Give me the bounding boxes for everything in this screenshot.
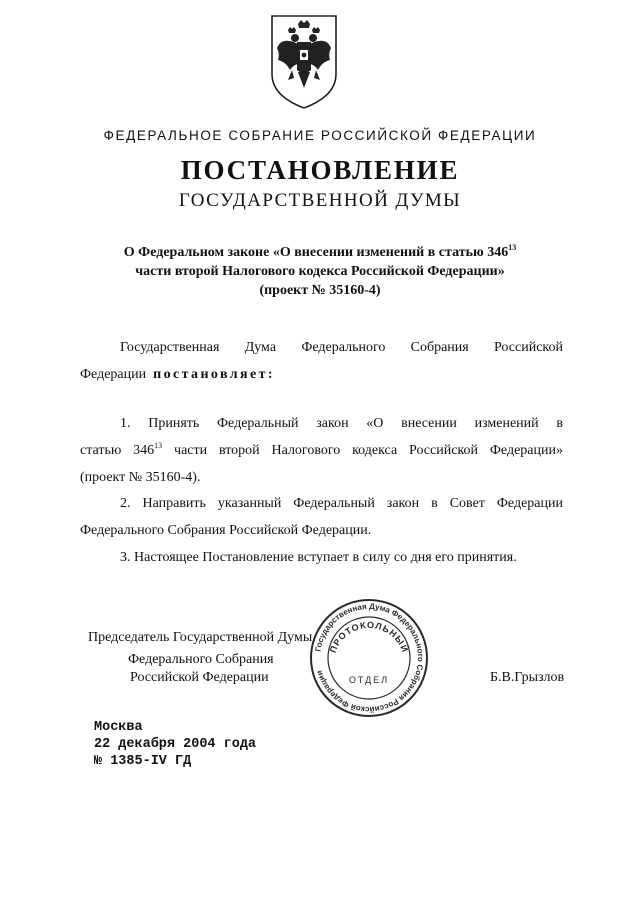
coat-of-arms-emblem-icon [268,14,340,110]
item-1-article: статью 346 [80,443,155,458]
official-stamp-seal [308,597,430,719]
preamble-resolves: постановляет: [153,367,275,382]
subject-superscript: 13 [508,243,517,252]
subject-line-1 [70,243,570,262]
item-1 [80,414,563,487]
footer-number: № 1385-IV ГД [94,754,192,769]
item-1-line-1: 1. Принять Федеральный закон «О внесении изменений в [120,416,563,431]
footer-date: 22 декабря 2004 года [94,737,257,752]
stamp-outer-text: Государственная Дума Федерального Собрания Российской Федерации [313,601,426,715]
document-subtitle: ГОСУДАРСТВЕННОЙ ДУМЫ [178,190,462,211]
signature-line-2: Федерального Собрания [128,652,274,667]
footer-city: Москва [94,720,143,735]
preamble-line-2 [80,365,563,384]
subject-line-3: (проект № 35160-4) [259,283,381,298]
item-2 [80,494,563,540]
preamble-line-1: Государственная Дума Федерального Собрания Российской [120,340,563,355]
signature-line-3: Российской Федерации [130,670,269,685]
item-2-line-2: Федерального Собрания Российской Федерации. [80,523,372,538]
document-title: ПОСТАНОВЛЕНИЕ [180,155,460,185]
preamble [80,338,563,384]
signature-line-1: Председатель Государственной Думы [88,630,313,645]
item-1-line-3: (проект № 35160-4). [80,470,201,485]
item-3 [80,548,563,567]
organization-name: ФЕДЕРАЛЬНОЕ СОБРАНИЕ РОССИЙСКОЙ ФЕДЕРАЦИИ [103,128,537,143]
preamble-federation: Федерации [80,367,147,382]
document-subject [70,243,570,300]
signatory-name: Б.В.Грызлов [490,670,565,685]
item-1-rest: части второй Налогового кодекса Российской Федерации» [162,443,563,458]
item-1-superscript: 13 [154,441,163,450]
subject-line-1-text: О Федеральном законе «О внесении изменений в статью 346 [123,245,509,260]
item-3-line: 3. Настоящее Постановление вступает в силу со дня его принятия. [120,550,517,565]
item-1-line-2 [80,441,563,460]
subject-line-2: части второй Налогового кодекса Российской Федерации» [135,264,505,279]
stamp-inner-top: ПРОТОКОЛЬНЫЙ [327,619,411,655]
stamp-inner-bottom: ОТДЕЛ [348,675,390,685]
item-2-line-1: 2. Направить указанный Федеральный закон в Совет Федерации [120,496,563,511]
